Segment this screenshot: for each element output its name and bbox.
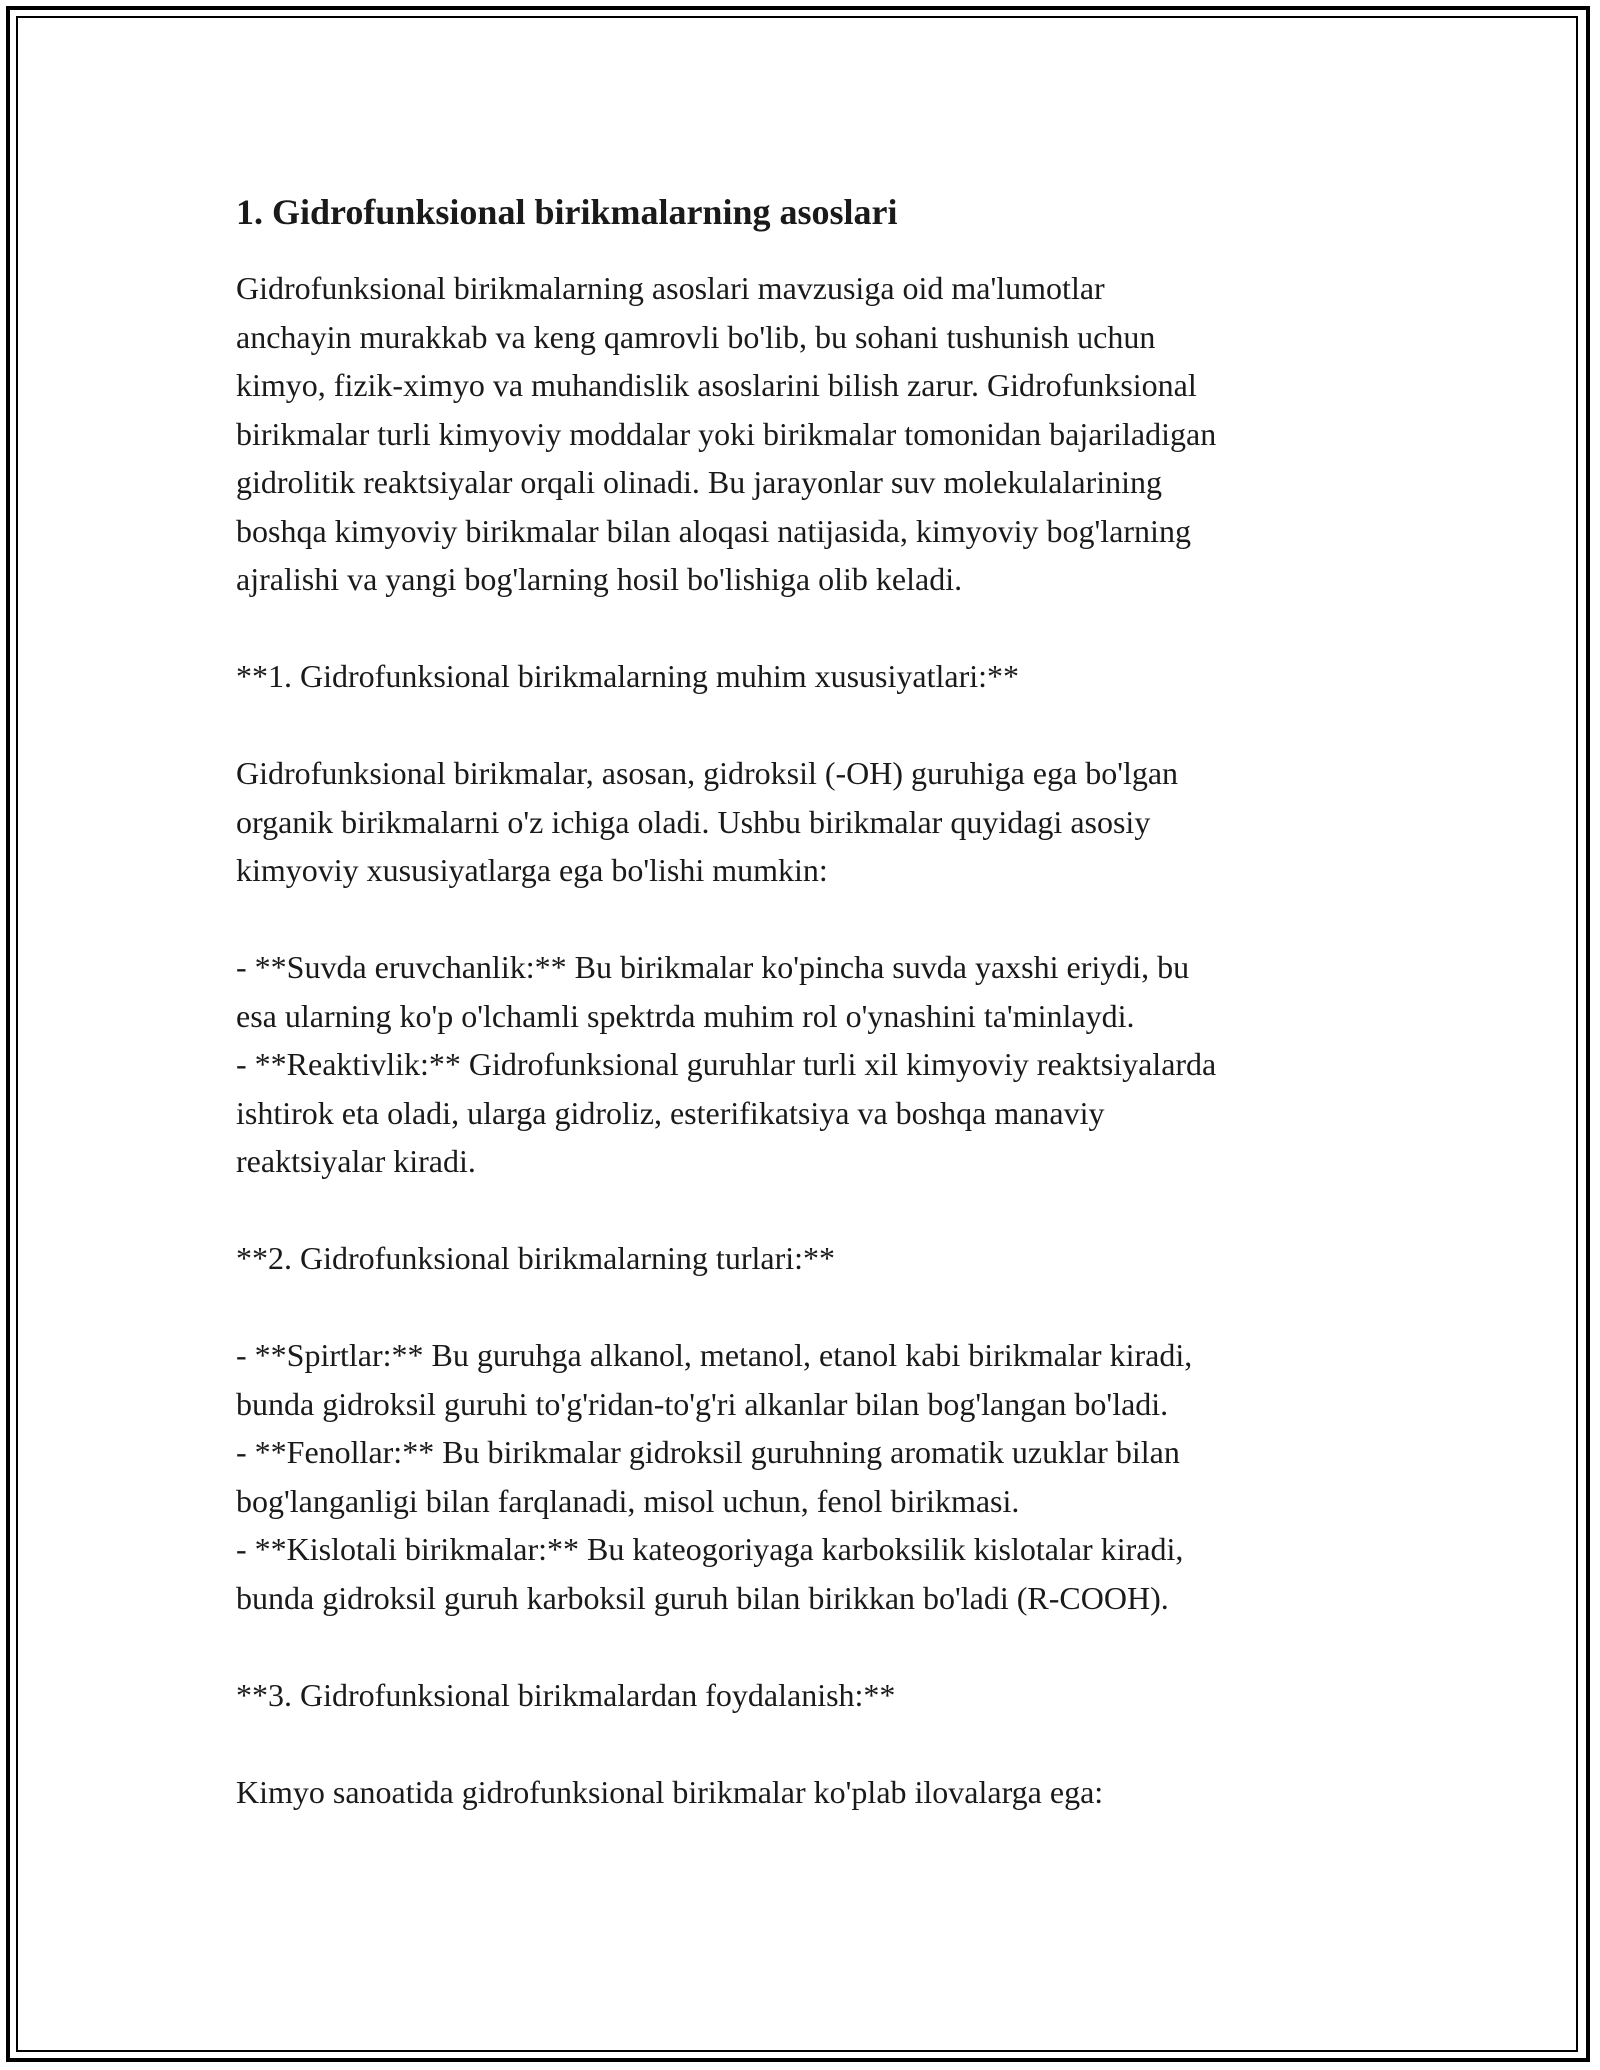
paragraph-gap: [236, 895, 1386, 944]
paragraph-gap: [236, 701, 1386, 750]
section-3-paragraph: Kimyo sanoatida gidrofunksional birikmalar ko'plab ilovalarga ega:: [236, 1773, 1104, 1810]
section-1-list: [236, 943, 1386, 1186]
list-line: esa ularning ko'p o'lchamli spektrda muhim rol o'ynashini ta'minlaydi.: [236, 997, 1135, 1034]
section-1-paragraph: [236, 749, 1386, 895]
section-3-heading: **3. Gidrofunksional birikmalardan foydalanish:**: [236, 1676, 896, 1713]
intro-paragraph: [236, 264, 1386, 604]
list-line: - **Reaktivlik:** Gidrofunksional guruhlar turli xil kimyoviy reaktsiyalarda: [236, 1046, 1217, 1082]
paragraph-gap: [236, 1186, 1386, 1235]
list-line: - **Fenollar:** Bu birikmalar gidroksil guruhning aromatik uzuklar bilan: [236, 1434, 1180, 1470]
section-2-list: [236, 1331, 1386, 1622]
document-body: [236, 188, 1386, 1816]
paragraph-gap: [236, 604, 1386, 653]
section-1-line: Gidrofunksional birikmalar, asosan, gidroksil (-OH) guruhiga ega bo'lgan: [236, 755, 1179, 791]
list-line: reaktsiyalar kiradi.: [236, 1143, 476, 1179]
section-1-heading: **1. Gidrofunksional birikmalarning muhim xususiyatlari:**: [236, 658, 1020, 694]
intro-line: boshqa kimyoviy birikmalar bilan aloqasi natijasida, kimyoviy bog'larning: [236, 512, 1191, 549]
section-2-heading: **2. Gidrofunksional birikmalarning turlari:**: [236, 1240, 835, 1276]
intro-line: anchayin murakkab va keng qamrovli bo'lib, bu sohani tushunish uchun: [236, 318, 1156, 355]
list-line: - **Suvda eruvchanlik:** Bu birikmalar ko'pincha suvda yaxshi eriydi, bu: [236, 949, 1190, 985]
intro-line: Gidrofunksional birikmalarning asoslari mavzusiga oid ma'lumotlar: [236, 270, 1105, 306]
list-line: bunda gidroksil guruhi to'g'ridan-to'g'ri alkanlar bilan bog'langan bo'ladi.: [236, 1385, 1169, 1422]
section-1-line: organik birikmalarni o'z ichiga oladi. Ushbu birikmalar quyidagi asosiy: [236, 803, 1151, 840]
list-line: ishtirok eta oladi, ularga gidroliz, esterifikatsiya va boshqa manaviy: [236, 1094, 1105, 1131]
document-title: 1. Gidrofunksional birikmalarning asoslari: [236, 192, 898, 232]
intro-line: gidrolitik reaktsiyalar orqali olinadi. Bu jarayonlar suv molekulalarining: [236, 464, 1162, 500]
intro-line: ajralishi va yangi bog'larning hosil bo'lishiga olib keladi.: [236, 561, 963, 597]
paragraph-gap: [236, 1283, 1386, 1332]
section-1-line: kimyoviy xususiyatlarga ega bo'lishi mumkin:: [236, 852, 828, 888]
list-line: bog'langanligi bilan farqlanadi, misol uchun, fenol birikmasi.: [236, 1482, 1020, 1519]
list-line: - **Spirtlar:** Bu guruhga alkanol, metanol, etanol kabi birikmalar kiradi,: [236, 1337, 1193, 1373]
intro-line: birikmalar turli kimyoviy moddalar yoki birikmalar tomonidan bajariladigan: [236, 415, 1217, 452]
intro-line: kimyo, fizik-ximyo va muhandislik asoslarini bilish zarur. Gidrofunksional: [236, 367, 1197, 403]
paragraph-gap: [236, 1622, 1386, 1671]
list-line: bunda gidroksil guruh karboksil guruh bilan birikkan bo'ladi (R-COOH).: [236, 1579, 1169, 1616]
list-line: - **Kislotali birikmalar:** Bu kateogoriyaga karboksilik kislotalar kiradi,: [236, 1531, 1184, 1567]
paragraph-gap: [236, 1719, 1386, 1768]
